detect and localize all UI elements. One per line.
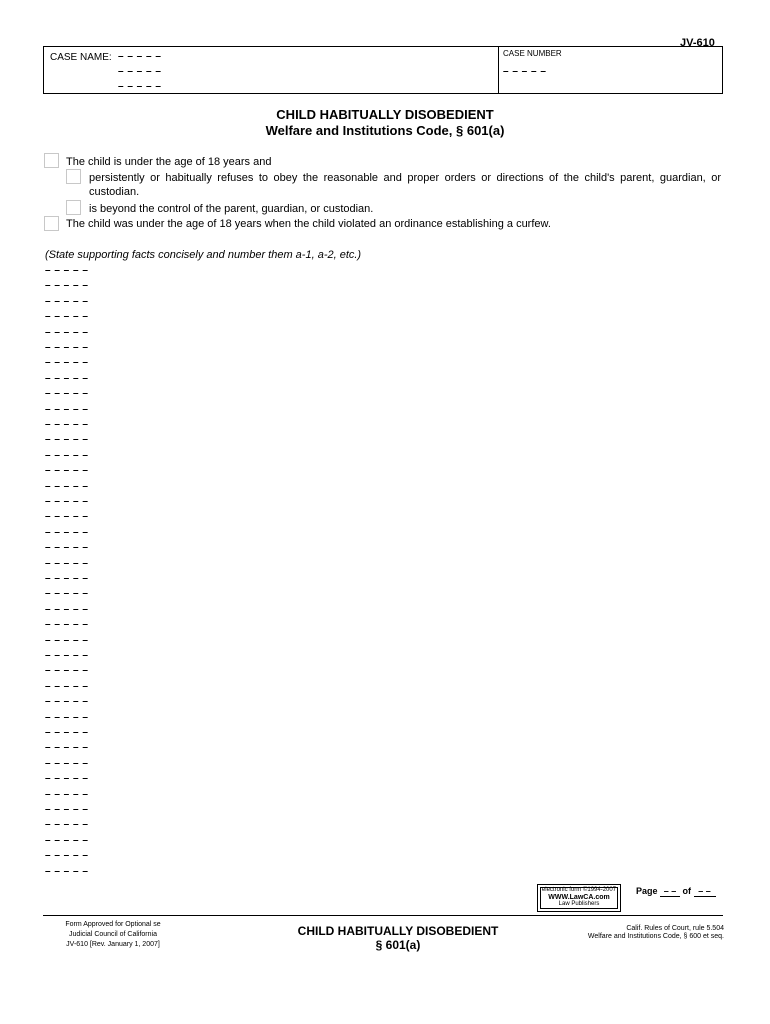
case-number-label: CASE NUMBER <box>503 49 562 58</box>
case-name-field-line-2[interactable]: – – – – – <box>118 66 162 77</box>
fact-line[interactable]: – – – – – <box>45 850 89 862</box>
footer-title-line-1: CHILD HABITUALLY DISOBEDIENT <box>297 924 499 938</box>
fact-line[interactable]: – – – – – <box>45 834 89 846</box>
fact-line[interactable]: – – – – – <box>45 526 89 538</box>
fact-line[interactable]: – – – – – <box>45 865 89 877</box>
fact-line[interactable]: – – – – – <box>45 465 89 477</box>
fact-line[interactable]: – – – – – <box>45 757 89 769</box>
fact-line[interactable]: – – – – – <box>45 588 89 600</box>
of-label: of <box>682 886 692 896</box>
lawca-website: WWW.LawCA.com <box>548 894 610 901</box>
fact-line[interactable]: – – – – – <box>45 788 89 800</box>
footer-approval-line-3: JV-610 [Rev. January 1, 2007] <box>66 941 160 948</box>
page-number-field[interactable]: – – <box>660 886 680 897</box>
case-header-box <box>43 46 723 94</box>
footer-code-citation: Welfare and Institutions Code, § 600 et seq. <box>587 933 724 940</box>
fact-line[interactable]: – – – – – <box>45 280 89 292</box>
fact-line[interactable]: – – – – – <box>45 680 89 692</box>
item-beyond-control-text: is beyond the control of the parent, guardian, or custodian. <box>89 203 374 215</box>
fact-line[interactable]: – – – – – <box>45 265 89 276</box>
fact-line[interactable]: – – – – – <box>45 742 89 754</box>
fact-line[interactable]: – – – – – <box>45 357 89 369</box>
page-indicator <box>636 886 716 897</box>
fact-line[interactable]: – – – – – <box>45 727 89 738</box>
lawca-publisher: Law Publishers <box>558 901 600 907</box>
footer-rule <box>43 915 723 916</box>
fact-line[interactable]: – – – – – <box>45 634 89 646</box>
item-under-18-text: The child is under the age of 18 years and <box>66 156 272 168</box>
fact-line[interactable]: – – – – – <box>45 342 89 353</box>
footer-approval <box>43 920 183 950</box>
fact-line[interactable]: – – – – – <box>45 326 89 338</box>
fact-line[interactable]: – – – – – <box>45 542 89 554</box>
footer-approval-line-1: Form Approved for Optional se <box>65 921 161 928</box>
fact-line[interactable]: – – – – – <box>45 311 89 323</box>
lawca-copyright: electronic form ©1994-2007 <box>541 887 617 893</box>
lawca-box-inner-border <box>540 887 618 909</box>
fact-line[interactable]: – – – – – <box>45 419 89 430</box>
fact-line[interactable]: – – – – – <box>45 819 89 831</box>
checkbox-refuses-to-obey[interactable] <box>66 169 81 184</box>
case-name-field-line-3[interactable]: – – – – – <box>118 81 162 92</box>
fact-line[interactable]: – – – – – <box>45 449 89 461</box>
fact-line[interactable]: – – – – – <box>45 480 89 492</box>
checkbox-curfew-violation[interactable] <box>44 216 59 231</box>
fact-line[interactable]: – – – – – <box>45 295 89 307</box>
facts-instruction: (State supporting facts concisely and number them a-1, a-2, etc.) <box>45 249 362 261</box>
case-name-label: CASE NAME: <box>50 52 112 63</box>
footer-approval-line-2: Judicial Council of California <box>69 931 157 938</box>
checkbox-beyond-control[interactable] <box>66 200 81 215</box>
footer-title-line-2: § 601(a) <box>375 938 421 952</box>
case-number-field[interactable]: – – – – – <box>503 66 547 77</box>
case-box-divider <box>498 47 499 93</box>
footer-title <box>250 924 546 952</box>
page-label: Page <box>636 886 658 896</box>
fact-line[interactable]: – – – – – <box>45 403 89 415</box>
footer-rules-citation: Calif. Rules of Court, rule 5.504 <box>626 925 724 932</box>
fact-line[interactable]: – – – – – <box>45 372 89 384</box>
total-pages-field[interactable]: – – <box>694 886 716 897</box>
form-number: JV-610 <box>680 37 715 49</box>
fact-line[interactable]: – – – – – <box>45 665 89 677</box>
fact-line[interactable]: – – – – – <box>45 496 89 507</box>
fact-line[interactable]: – – – – – <box>45 711 89 723</box>
item-refuses-to-obey-text: persistently or habitually refuses to obey the reasonable and proper orders or directions of the child's parent, guardian, or custodian. <box>89 172 721 198</box>
fact-line[interactable]: – – – – – <box>45 388 89 400</box>
item-curfew-violation-text: The child was under the age of 18 years when the child violated an ordinance establishing a curfew. <box>66 218 551 230</box>
fact-line[interactable]: – – – – – <box>45 619 89 631</box>
fact-line[interactable]: – – – – – <box>45 804 89 815</box>
fact-line[interactable]: – – – – – <box>45 557 89 569</box>
form-title: CHILD HABITUALLY DISOBEDIENT <box>276 107 494 122</box>
lawca-publisher-box <box>537 884 621 912</box>
fact-line[interactable]: – – – – – <box>45 650 89 661</box>
fact-line[interactable]: – – – – – <box>45 573 89 584</box>
fact-line[interactable]: – – – – – <box>45 696 89 708</box>
fact-line[interactable]: – – – – – <box>45 773 89 785</box>
fact-line[interactable]: – – – – – <box>45 434 89 446</box>
form-subtitle: Welfare and Institutions Code, § 601(a) <box>265 123 505 138</box>
checkbox-under-18[interactable] <box>44 153 59 168</box>
fact-line[interactable]: – – – – – <box>45 603 89 615</box>
case-name-field-line-1[interactable]: – – – – – <box>118 51 162 62</box>
footer-citations <box>520 925 724 941</box>
fact-line[interactable]: – – – – – <box>45 511 89 523</box>
